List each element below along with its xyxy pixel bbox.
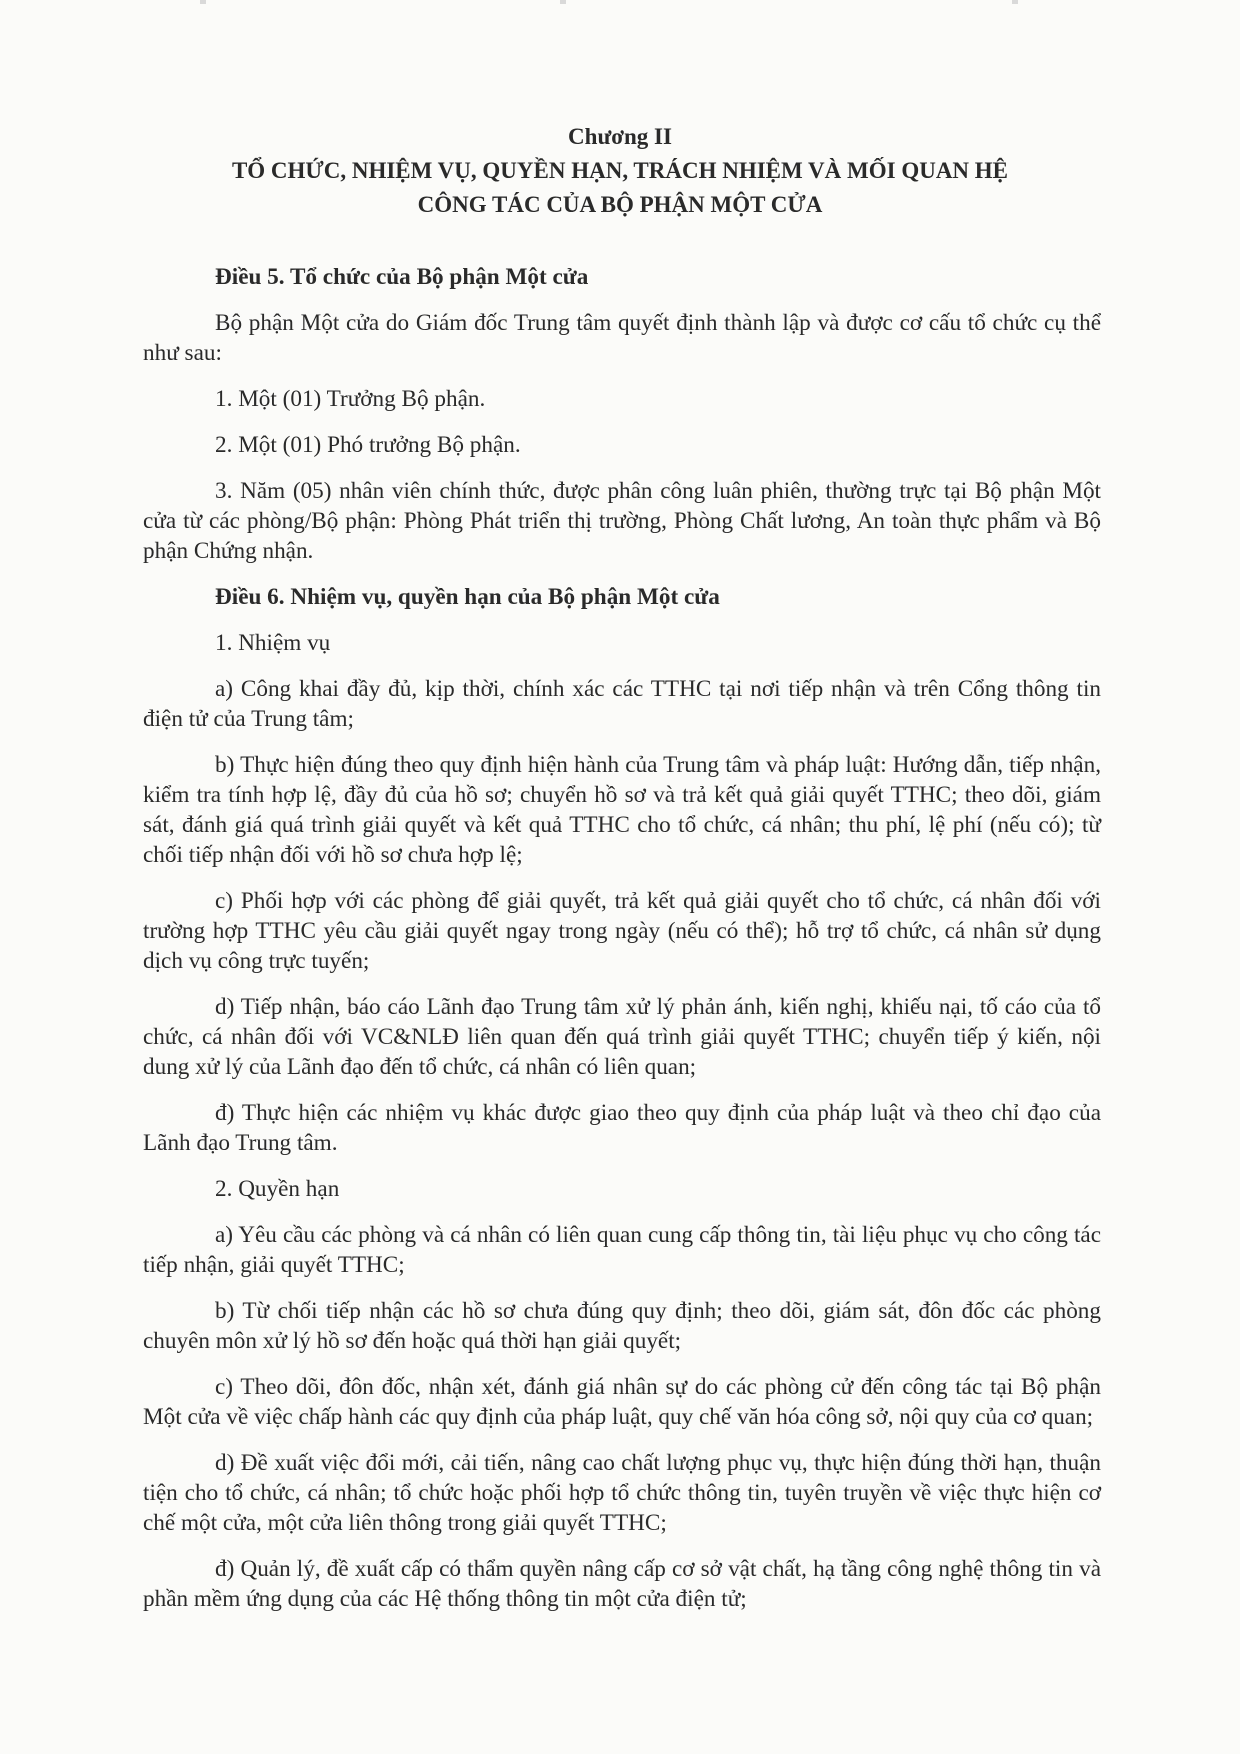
- duty-item: c) Phối hợp với các phòng để giải quyết, trả kết quả giải quyết cho tổ chức, cá nhân đối với trường hợp TTHC yêu cầu giải quyết ngay trong ngày (nếu có thể); hỗ trợ tổ chức, cá nhân sử dụng dịch vụ công trực tuyến;: [143, 888, 1101, 974]
- duty-item: a) Công khai đầy đủ, kịp thời, chính xác các TTHC tại nơi tiếp nhận và trên Cổng thông tin điện tử của Trung tâm;: [143, 676, 1101, 732]
- duty-item: d) Tiếp nhận, báo cáo Lãnh đạo Trung tâm xử lý phản ánh, kiến nghị, khiếu nại, tố cáo của tổ chức, cá nhân đối với VC&NLĐ liên quan đến quá trình giải quyết TTHC; chuyển tiếp ý kiến, nội dung xử lý của Lãnh đạo đến tổ chức, cá nhân có liên quan;: [143, 994, 1101, 1080]
- scan-mark: [200, 0, 206, 4]
- scan-mark: [560, 0, 566, 4]
- duty-item: b) Thực hiện đúng theo quy định hiện hành của Trung tâm và pháp luật: Hướng dẫn, tiếp nhận, kiểm tra tính hợp lệ, đầy đủ của hồ sơ; chuyển hồ sơ và trả kết quả giải quyết TTHC; theo dõi, giám sát, đánh giá quá trình giải quyết và kết quả TTHC cho tổ chức, cá nhân; thu phí, lệ phí (nếu có); từ chối tiếp nhận đối với hồ sơ chưa hợp lệ;: [143, 752, 1101, 868]
- article-5-item: 2. Một (01) Phó trưởng Bộ phận.: [215, 432, 521, 458]
- power-item: c) Theo dõi, đôn đốc, nhận xét, đánh giá nhân sự do các phòng cử đến công tác tại Bộ phận Một cửa về việc chấp hành các quy định của pháp luật, quy chế văn hóa công sở, nội quy của cơ quan;: [143, 1374, 1101, 1430]
- duties-title: 1. Nhiệm vụ: [215, 630, 331, 656]
- article-5-intro: Bộ phận Một cửa do Giám đốc Trung tâm quyết định thành lập và được cơ cấu tổ chức cụ thể như sau:: [143, 310, 1101, 366]
- power-item: đ) Quản lý, đề xuất cấp có thẩm quyền nâng cấp cơ sở vật chất, hạ tầng công nghệ thông tin và phần mềm ứng dụng của các Hệ thống thông tin một cửa điện tử;: [143, 1556, 1101, 1612]
- power-item: b) Từ chối tiếp nhận các hồ sơ chưa đúng quy định; theo dõi, giám sát, đôn đốc các phòng chuyên môn xử lý hồ sơ đến hoặc quá thời hạn giải quyết;: [143, 1298, 1101, 1354]
- power-item: d) Đề xuất việc đổi mới, cải tiến, nâng cao chất lượng phục vụ, thực hiện đúng thời hạn, thuận tiện cho tổ chức, cá nhân; tổ chức hoặc phối hợp tổ chức thông tin, tuyên truyền về việc thực hiện cơ chế một cửa, một cửa liên thông trong giải quyết TTHC;: [143, 1450, 1101, 1536]
- article-5-heading: Điều 5. Tổ chức của Bộ phận Một cửa: [215, 264, 589, 290]
- chapter-title-line2: CÔNG TÁC CỦA BỘ PHẬN MỘT CỬA: [417, 192, 823, 217]
- article-5-item: 3. Năm (05) nhân viên chính thức, được phân công luân phiên, thường trực tại Bộ phận Một cửa từ các phòng/Bộ phận: Phòng Phát triển thị trường, Phòng Chất lương, An toàn thực phẩm và Bộ phận Chứng nhận.: [143, 478, 1101, 564]
- article-5-item: 1. Một (01) Trưởng Bộ phận.: [215, 386, 486, 412]
- article-6-heading: Điều 6. Nhiệm vụ, quyền hạn của Bộ phận Một cửa: [215, 584, 720, 610]
- scan-mark: [1012, 0, 1018, 4]
- powers-title: 2. Quyền hạn: [215, 1176, 340, 1202]
- chapter-number: Chương II: [568, 124, 672, 149]
- duty-item: đ) Thực hiện các nhiệm vụ khác được giao theo quy định của pháp luật và theo chỉ đạo của Lãnh đạo Trung tâm.: [143, 1100, 1101, 1156]
- chapter-header: [140, 120, 1100, 222]
- chapter-title-line1: TỔ CHỨC, NHIỆM VỤ, QUYỀN HẠN, TRÁCH NHIỆM VÀ MỐI QUAN HỆ: [231, 158, 1009, 183]
- power-item: a) Yêu cầu các phòng và cá nhân có liên quan cung cấp thông tin, tài liệu phục vụ cho công tác tiếp nhận, giải quyết TTHC;: [143, 1222, 1101, 1278]
- document-body: [143, 262, 1101, 1630]
